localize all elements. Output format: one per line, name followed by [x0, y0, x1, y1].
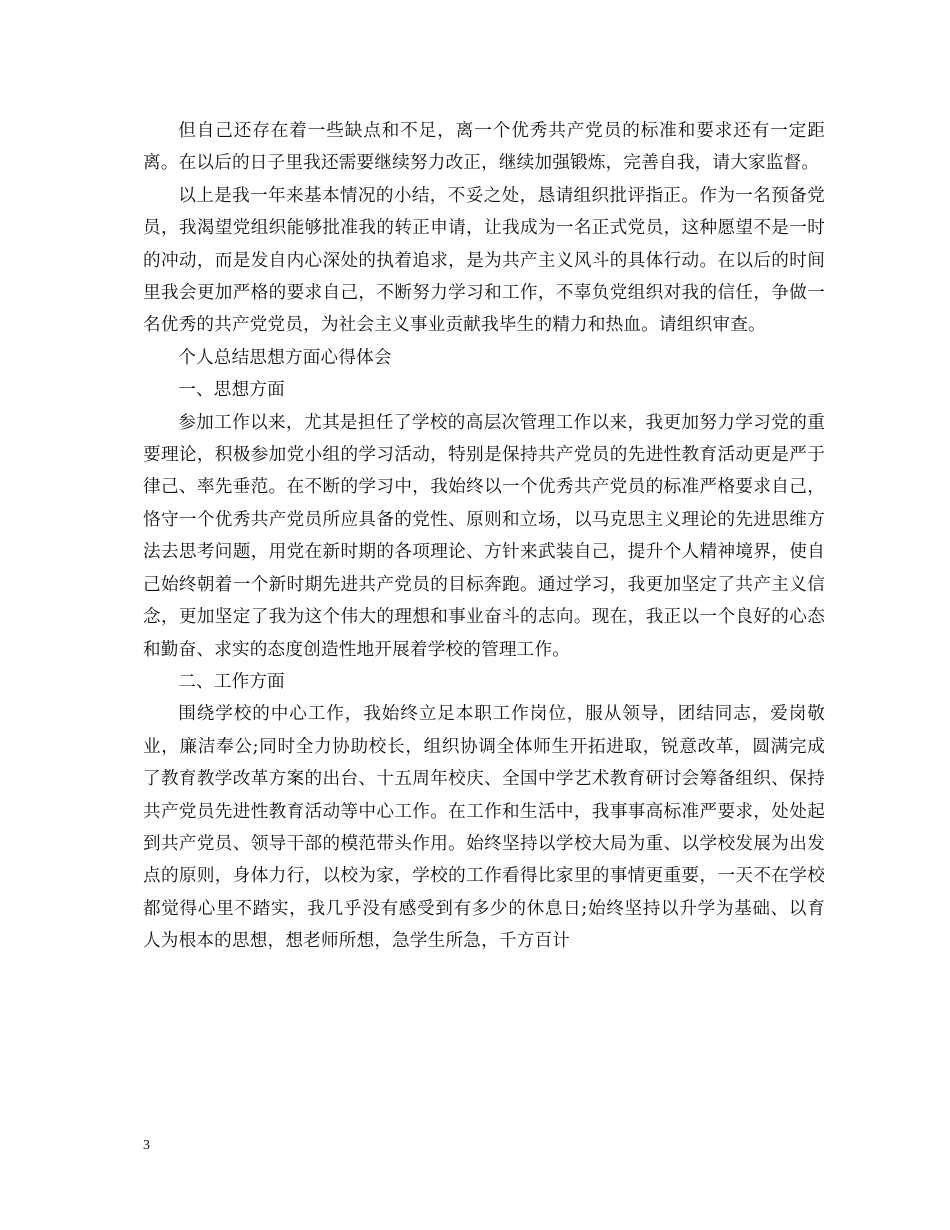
section-title: 个人总结思想方面心得体会 — [178, 347, 392, 368]
paragraph-summary-request: 以上是我一年来基本情况的小结，不妥之处，恳请组织批评指正。作为一名预备党员，我渴望党组织能够批准我的转正申请，让我成为一名正式党员，这种愿望不是一时的冲动，而是发自内心深处的执着追求，是为共产主义风斗的具体行动。在以后的时间里我会更加严格的要求自己，不断努力学习和工作，不辜负党组织对我的信任，争做一名优秀的共产党党员，为社会主义事业贡献我毕生的精力和热血。请组织审查。 — [143, 185, 825, 336]
heading-thought: 一、思想方面 — [178, 380, 285, 401]
paragraph-work: 围绕学校的中心工作，我始终立足本职工作岗位，服从领导，团结同志，爱岗敬业，廉洁奉公;同时全力协助校长，组织协调全体师生开拓进取，锐意改革，圆满完成了教育教学改革方案的出台、十五周年校庆、全国中学艺术教育研讨会筹备组织、保持共产党员先进性教育活动等中心工作。在工作和生活中，我事事高标准严要求，处处起到共产党员、领导干部的模范带头作用。始终坚持以学校大局为重、以学校发展为出发点的原则，身体力行，以校为家，学校的工作看得比家里的事情更重要，一天不在学校都觉得心里不踏实，我几乎没有感受到有多少的休息日;始终坚持以升学为基础、以育人为根本的思想，想老师所想，急学生所急，千方百计 — [143, 704, 825, 952]
paragraph-shortcomings: 但自己还存在着一些缺点和不足，离一个优秀共产党员的标准和要求还有一定距离。在以后的日子里我还需要继续努力改正，继续加强锻炼，完善自我，请大家监督。 — [143, 121, 825, 174]
page-number: 3 — [143, 1138, 150, 1153]
paragraph-thought: 参加工作以来，尤其是担任了学校的高层次管理工作以来，我更加努力学习党的重要理论，积极参加党小组的学习活动，特别是保持共产党员的先进性教育活动更是严于律己、率先垂范。在不断的学习中，我始终以一个优秀共产党员的标准严格要求自己，恪守一个优秀共产党员所应具备的党性、原则和立场，以马克思主义理论的先进思维方法去思考问题，用党在新时期的各项理论、方针来武装自己，提升个人精神境界，使自己始终朝着一个新时期先进共产党员的目标奔跑。通过学习，我更加坚定了共产主义信念，更加坚定了我为这个伟大的理想和事业奋斗的志向。现在，我正以一个良好的心态和勤奋、求实的态度创造性地开展着学校的管理工作。 — [143, 412, 825, 660]
document-body — [143, 115, 825, 958]
heading-work: 二、工作方面 — [178, 671, 285, 692]
